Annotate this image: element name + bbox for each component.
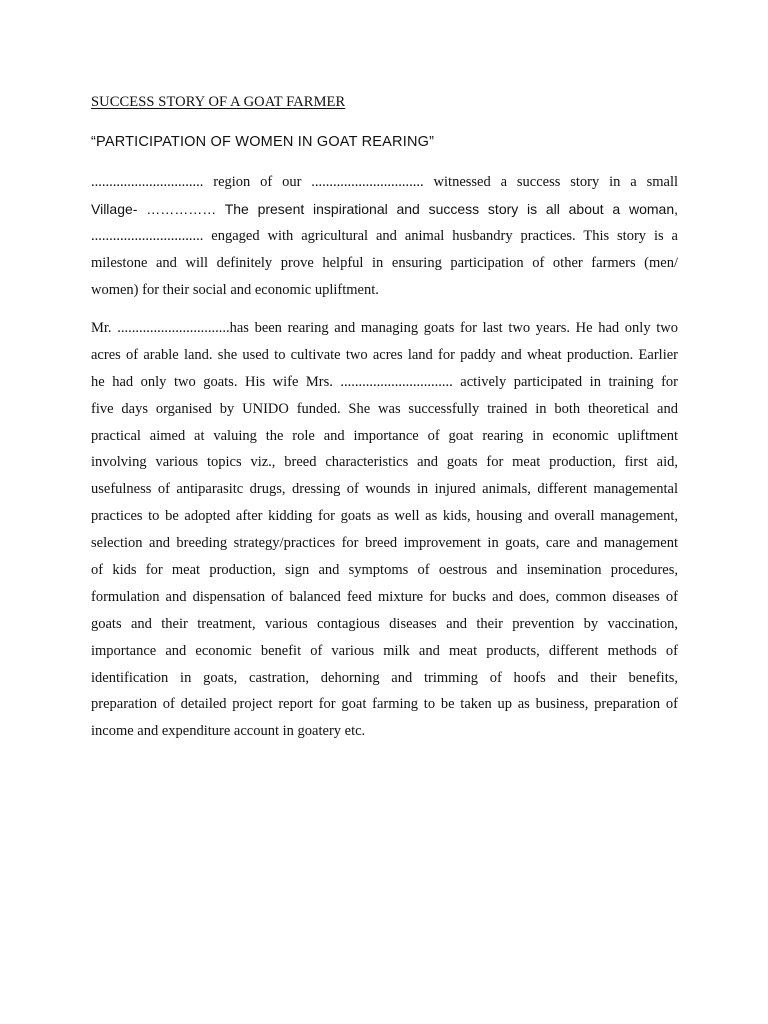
document-title: SUCCESS STORY OF A GOAT FARMER: [91, 94, 346, 110]
paragraph-line: practical aimed at valuing the role and importance of goat rearing in economic upliftment: [91, 427, 678, 444]
document-subtitle: “PARTICIPATION OF WOMEN IN GOAT REARING”: [91, 134, 435, 150]
paragraph-line: acres of arable land. she used to cultivate two acres land for paddy and wheat production. Earlier: [91, 346, 678, 363]
paragraph-line: Village- …………… The present inspirational and success story is all about a woman,: [91, 200, 678, 217]
paragraph-line: formulation and dispensation of balanced feed mixture for bucks and does, common diseases of: [91, 588, 678, 605]
paragraph-line: practices to be adopted after kidding for goats as well as kids, housing and overall management,: [91, 508, 678, 525]
paragraph-line: five days organised by UNIDO funded. She was successfully trained in both theoretical and: [91, 400, 678, 417]
paragraph-line: income and expenditure account in goatery etc.: [91, 723, 366, 740]
paragraph-line: ............................... engaged with agricultural and animal husbandry practices. This story is a: [91, 227, 678, 244]
paragraph-line: he had only two goats. His wife Mrs. ............................... actively participated in training for: [91, 373, 678, 390]
paragraph-line: Mr. ...............................has been rearing and managing goats for last two years. He had only two: [91, 320, 678, 336]
paragraph-intro: [91, 172, 678, 306]
paragraph-line: goats and their treatment, various contagious diseases and their prevention by vaccination,: [91, 615, 678, 632]
paragraph-line: usefulness of antiparasitc drugs, dressing of wounds in injured animals, different managemental: [91, 481, 678, 498]
paragraph-line: involving various topics viz., breed characteristics and goats for meat production, first aid,: [91, 454, 678, 471]
paragraph-story: [91, 318, 678, 748]
paragraph-line: women) for their social and economic upliftment.: [91, 281, 379, 298]
paragraph-line: selection and breeding strategy/practices for breed improvement in goats, care and management: [91, 535, 678, 552]
paragraph-line: ............................... region of our ............................... witnessed a success story in a small: [91, 174, 678, 190]
paragraph-line: of kids for meat production, sign and symptoms of oestrous and insemination procedures,: [91, 562, 678, 579]
paragraph-line: identification in goats, castration, dehorning and trimming of hoofs and their benefits,: [91, 669, 678, 686]
paragraph-line: preparation of detailed project report for goat farming to be taken up as business, preparation of: [91, 696, 678, 713]
paragraph-line: milestone and will definitely prove helpful in ensuring participation of other farmers (men/: [91, 254, 678, 271]
paragraph-line: importance and economic benefit of various milk and meat products, different methods of: [91, 642, 678, 659]
